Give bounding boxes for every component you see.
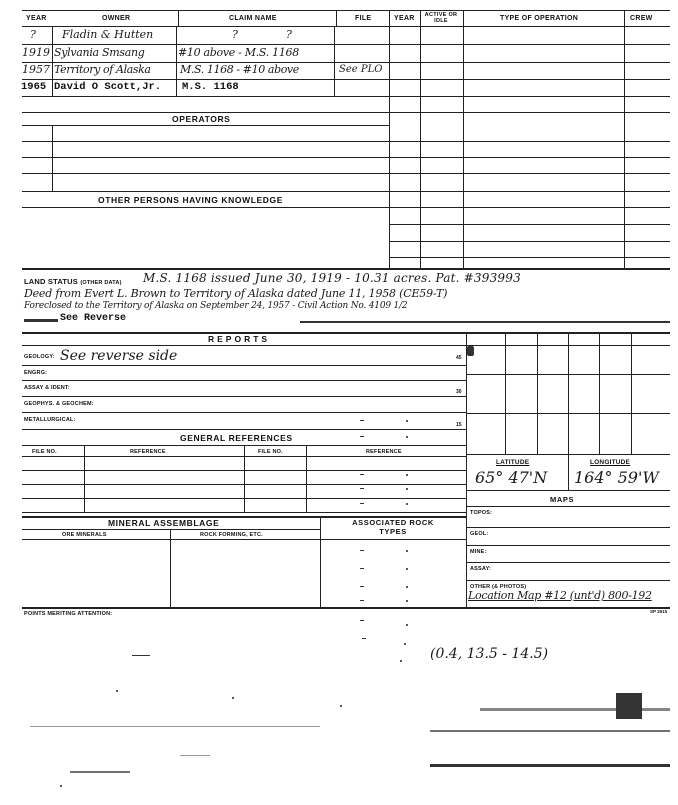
owner-row-2-claim: #10 above - M.S. 1168: [178, 46, 299, 59]
col-file-header: FILE: [355, 15, 372, 22]
owner-row-4-year: 1965: [21, 81, 47, 93]
ref-col-reference-2: REFERENCE: [366, 449, 402, 455]
rock-forming-header: ROCK FORMING, ETC.: [200, 532, 263, 538]
owner-row-1-year: ?: [30, 28, 36, 41]
assay-map-label: ASSAY:: [470, 566, 492, 572]
owner-row-2-year: 1919: [22, 46, 50, 59]
owner-row-1-claim: ?: [232, 28, 238, 41]
topos-label: TOPOS:: [470, 510, 493, 516]
owner-row-3-claim: M.S. 1168 - #10 above: [180, 63, 299, 76]
ref-col-reference: REFERENCE: [130, 449, 166, 455]
owner-row-4-owner: David O Scott,Jr.: [54, 81, 162, 93]
engrg-label: ENGRG:: [24, 370, 48, 376]
latitude-value: 65° 47'N: [475, 468, 548, 487]
other-photos-label: OTHER (& PHOTOS): [470, 584, 527, 590]
land-status-label-text: LAND STATUS: [24, 277, 79, 286]
reports-title: REPORTS: [208, 334, 271, 344]
col-type-of-operation-header: TYPE OF OPERATION: [500, 15, 579, 22]
owner-row-3-year: 1957: [22, 63, 50, 76]
other-persons-title: OTHER PERSONS HAVING KNOWLEDGE: [98, 195, 284, 205]
latitude-label: LATITUDE: [496, 459, 530, 466]
general-references-title: GENERAL REFERENCES: [180, 433, 293, 443]
margin-number-45: 45: [456, 355, 462, 361]
col-year-header: YEAR: [26, 15, 47, 22]
points-meriting-attention-label: POINTS MERITING ATTENTION:: [24, 611, 113, 617]
points-note: (0.4, 13.5 - 14.5): [430, 646, 549, 662]
form-number: SP 2615: [650, 609, 668, 614]
margin-number-15: 15: [456, 422, 462, 428]
geology-label: GEOLOGY:: [24, 354, 55, 360]
ore-minerals-header: ORE MINERALS: [62, 532, 107, 538]
other-photos-value: Location Map #12 (unt'd) 800-192: [468, 589, 652, 602]
maps-title: MAPS: [550, 495, 575, 504]
col-year2-header: YEAR: [394, 15, 415, 22]
owner-row-3-owner: Territory of Alaska: [54, 63, 151, 76]
land-status-see-reverse: See Reverse: [60, 313, 127, 324]
col-owner-header: OWNER: [102, 15, 131, 22]
longitude-value: 164° 59'W: [574, 468, 659, 487]
land-status-line-1: M.S. 1168 issued June 30, 1919 - 10.31 acres. Pat. #393993: [143, 271, 521, 285]
associated-rock-types-title: ASSOCIATED ROCK TYPES: [352, 518, 434, 536]
longitude-label: LONGITUDE: [590, 459, 631, 466]
geophys-label: GEOPHYS. & GEOCHEM:: [24, 401, 94, 407]
corner-mark: [467, 346, 474, 356]
col-claim-name-header: CLAIM NAME: [229, 15, 277, 22]
col-active-header: ACTIVE OR IDLE: [424, 12, 458, 24]
land-status-sublabel: (OTHER DATA): [80, 280, 122, 286]
margin-number-30: 30: [456, 389, 462, 395]
owner-row-2-owner: Sylvania Smsang: [54, 46, 145, 59]
metallurgical-label: METALLURGICAL:: [24, 417, 76, 423]
mineral-assemblage-title: MINERAL ASSEMBLAGE: [108, 518, 220, 528]
land-status-label: [24, 277, 122, 286]
geol-label: GEOL:: [470, 531, 489, 537]
mine-label: MINE:: [470, 549, 487, 555]
ref-col-file-no-2: FILE NO.: [258, 449, 283, 455]
land-status-line-2: Deed from Evert L. Brown to Territory of Alaska dated June 11, 1958 (CE59-T): [24, 287, 448, 300]
owner-row-4-claim: M.S. 1168: [182, 81, 239, 93]
geology-value: See reverse side: [60, 348, 178, 364]
owner-row-3-file: See PLO: [339, 64, 383, 75]
operators-title: OPERATORS: [172, 114, 231, 124]
ref-col-file-no: FILE NO.: [32, 449, 57, 455]
col-crew-header: CREW: [630, 15, 653, 22]
assay-label: ASSAY & IDENT:: [24, 385, 70, 391]
owner-row-1-claim2: ?: [286, 28, 292, 41]
land-status-line-3: Foreclosed to the Territory of Alaska on September 24, 1957 - Civil Action No. 4109 1/2: [24, 301, 408, 311]
owner-row-1-owner: Fladin & Hutten: [62, 28, 154, 41]
